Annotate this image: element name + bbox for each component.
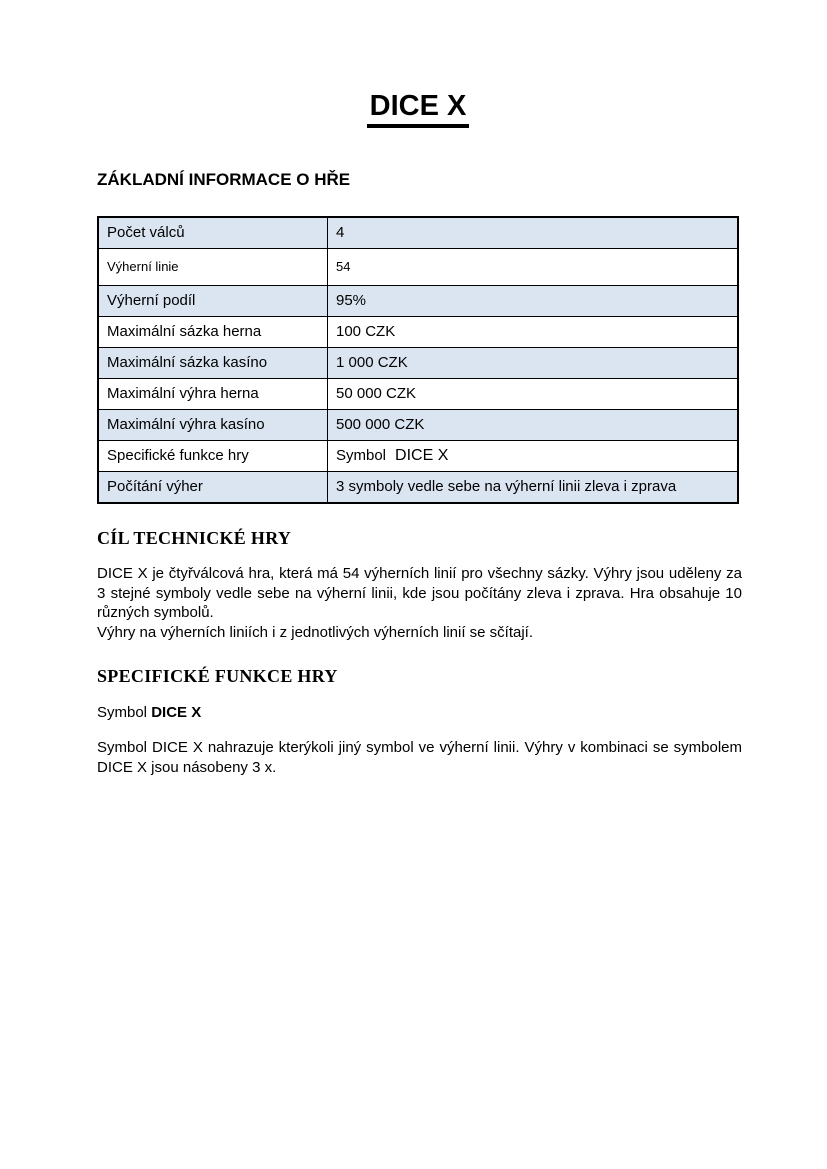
table-row [98,317,738,348]
page-title: DICE X [367,90,470,128]
row-value: 100 CZK [328,317,739,348]
row-label: Maximální výhra herna [98,379,328,410]
goal-paragraph-1 [97,564,742,642]
row-value: 54 [328,249,739,286]
row-value: 95% [328,286,739,317]
row-label: Počítání výher [98,472,328,504]
table-row [98,249,738,286]
table-row [98,348,738,379]
row-value: 500 000 CZK [328,410,739,441]
goal-paragraph-2-text: Výhry na výherních liniích i z jednotlivých výherních linií se sčítají. [97,623,534,641]
row-value: 50 000 CZK [328,379,739,410]
row-label: Specifické funkce hry [98,441,328,472]
row-value: 4 [328,217,739,249]
table-row [98,410,738,441]
row-label: Maximální sázka kasíno [98,348,328,379]
symbol-name: DICE X [395,447,449,464]
row-label: Maximální sázka herna [98,317,328,348]
functions-paragraph: Symbol DICE X nahrazuje kterýkoli jiný symbol ve výherní linii. Výhry v kombinaci se symbolem DICE X jsou násobeny 3 x. [97,739,742,776]
symbol-prefix: Symbol [336,447,387,464]
row-value: 1 000 CZK [328,348,739,379]
table-row [98,217,738,249]
table-row [98,379,738,410]
section-heading-basic-info: ZÁKLADNÍ INFORMACE O HŘE [97,170,351,189]
symbol-line [97,703,739,723]
game-info-table [97,216,739,504]
table-row [98,472,738,504]
symbol-line-prefix: Symbol [97,704,152,721]
table-row [98,441,738,472]
section-heading-functions: SPECIFICKÉ FUNKCE HRY [97,666,338,686]
row-label: Výherní podíl [98,286,328,317]
symbol-line-name: DICE X [151,704,202,721]
title-row [97,90,739,128]
row-value: 3 symboly vedle sebe na výherní linii zleva i zprava [328,472,739,504]
row-label: Maximální výhra kasíno [98,410,328,441]
table-row [98,286,738,317]
row-value [328,441,739,472]
row-label: Počet válců [98,217,328,249]
goal-paragraph-1-text: DICE X je čtyřválcová hra, která má 54 výherních linií pro všechny sázky. Výhry jsou uděleny za 3 stejné symboly vedle sebe na výherní linii, kde jsou počítány zleva i zprava. Hra obsahuje 10 různých symbolů. [97,565,742,621]
row-label: Výherní linie [98,249,328,286]
section-heading-goal: CÍL TECHNICKÉ HRY [97,528,292,548]
